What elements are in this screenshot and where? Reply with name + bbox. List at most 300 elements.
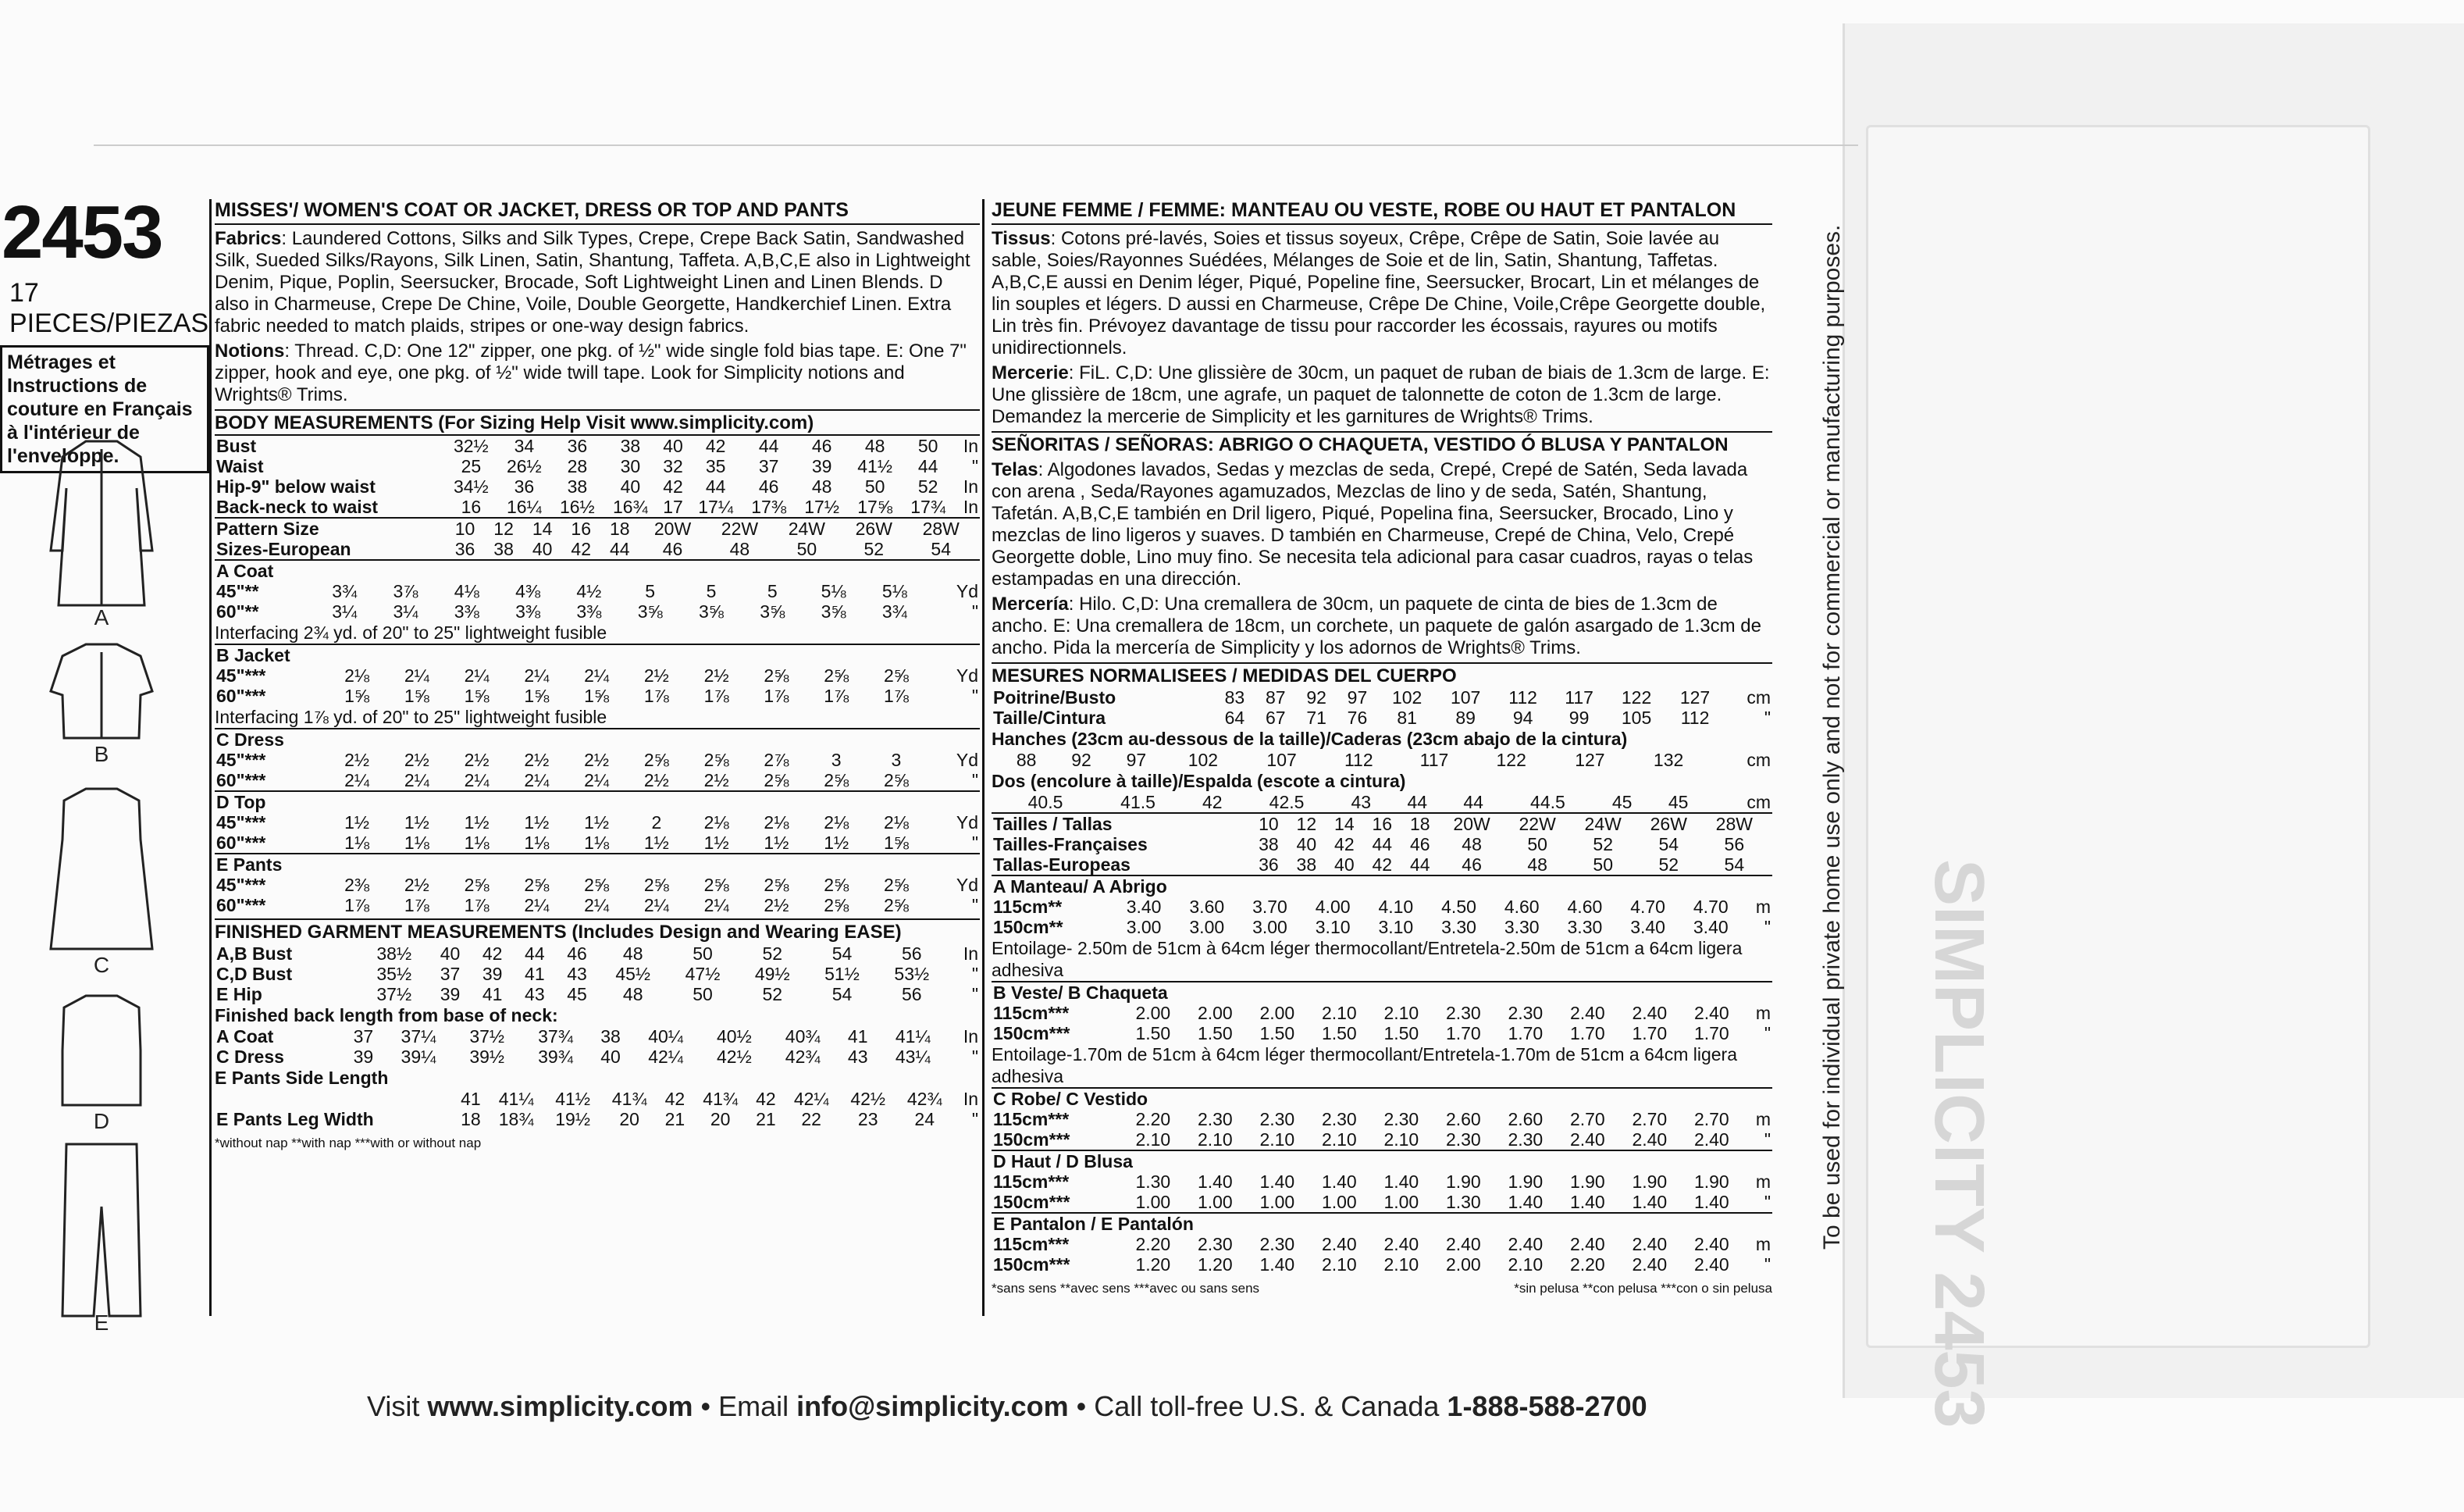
metric-footnotes: *sans sens **avec sens ***avec ou sans sens *sin pelusa **con pelusa ***con o sin pelusa <box>992 1281 1772 1296</box>
table-cell: 40.5 <box>1027 792 1063 812</box>
table-cell: 1.40 <box>1259 1171 1295 1192</box>
notions-paragraph: Notions: Thread. C,D: One 12" zipper, one pkg. of ½" wide single fold bias tape. E: One 7" zipper, hook and eye, one pkg. of ½" wide twill tape. Look for Simplicity notions and Wrights® Trims. <box>215 341 967 405</box>
table-cell: 48 <box>1462 834 1482 854</box>
unit-cell <box>974 518 980 539</box>
table-cell: 2.40 <box>1508 1234 1544 1254</box>
table-cell: 2.30 <box>1508 1003 1544 1023</box>
yardage-table <box>992 1087 1772 1150</box>
table-cell: 1.50 <box>1135 1023 1171 1043</box>
unit-cell: cm <box>1747 687 1771 708</box>
table-cell: 54 <box>831 943 853 964</box>
table-cell: 112 <box>1680 708 1710 728</box>
interfacing-note: Entoilage-1.70m de 51cm à 64cm léger thermocollant/Entretela-1.70m de 51cm a 64cm ligera adhesiva <box>992 1044 1737 1086</box>
table-cell: 2.40 <box>1632 1003 1668 1023</box>
yardage-table <box>992 1150 1772 1212</box>
table-cell: 17⅝ <box>857 497 892 517</box>
table-cell: 2.60 <box>1508 1109 1544 1129</box>
table-cell: 52 <box>762 984 783 1004</box>
table-cell: 24W <box>773 518 840 539</box>
table-cell: 1.70 <box>1569 1023 1605 1043</box>
unit-cell: Yd <box>956 750 978 770</box>
table-cell: 2.40 <box>1632 1234 1668 1254</box>
table-cell: 17 <box>663 497 683 517</box>
table-cell: 14 <box>1326 813 1363 834</box>
yardage-view-row <box>992 1088 1772 1109</box>
table-cell: 17¾ <box>910 497 945 517</box>
table-row <box>992 834 1772 854</box>
table-cell: 43 <box>1351 792 1372 812</box>
table-cell: 2⅝ <box>764 770 789 790</box>
table-row <box>215 1109 980 1129</box>
table-cell: 1⅞ <box>883 686 909 706</box>
unit-cell: Yd <box>956 581 978 601</box>
table-cell: 2⅛ <box>824 812 849 833</box>
unit-cell: m <box>1755 1171 1771 1192</box>
english-title: MISSES'/ WOMEN'S COAT OR JACKET, DRESS OR TOP AND PANTS <box>215 199 980 225</box>
table-cell: 2.40 <box>1569 1234 1605 1254</box>
table-cell: 41¼ <box>895 1026 931 1047</box>
metric-body-table <box>992 687 1772 728</box>
table-cell: 16 <box>561 518 600 539</box>
table-cell: 2⅜ <box>344 875 370 895</box>
yardage-view-label: A Manteau/ A Abrigo <box>992 875 1772 897</box>
table-cell: 48 <box>622 943 643 964</box>
table-cell: 41¾ <box>611 1089 647 1109</box>
table-cell: 44 <box>609 539 630 559</box>
table-row <box>992 854 1772 875</box>
row-label: Bust <box>215 435 444 456</box>
table-cell: 44 <box>525 943 545 964</box>
unit-cell: " <box>971 1047 978 1067</box>
table-cell: 2½ <box>404 875 429 895</box>
table-cell: 41 <box>461 1089 481 1109</box>
table-cell: 45 <box>1611 792 1633 812</box>
table-cell: 2¼ <box>344 770 370 790</box>
table-cell: 1.70 <box>1693 1023 1729 1043</box>
table-cell: 39 <box>811 456 832 476</box>
table-cell: 2.00 <box>1197 1003 1233 1023</box>
table-cell: 1⅝ <box>524 686 550 706</box>
table-cell: 46 <box>1410 834 1430 854</box>
table-cell: 2.10 <box>1321 1129 1357 1150</box>
table-cell: 1½ <box>464 812 490 833</box>
table-cell: 45 <box>567 984 587 1004</box>
table-cell: 1.50 <box>1259 1023 1295 1043</box>
table-cell: 1.70 <box>1445 1023 1481 1043</box>
yardage-table <box>992 981 1772 1043</box>
table-cell: 16¾ <box>612 497 648 517</box>
table-cell: 42¾ <box>906 1089 942 1109</box>
table-cell: 2.20 <box>1135 1234 1171 1254</box>
row-label: Sizes-European <box>216 539 351 559</box>
table-cell: 1.70 <box>1508 1023 1544 1043</box>
unit-cell <box>1767 834 1772 854</box>
table-cell: 38 <box>604 435 657 456</box>
table-cell: 41 <box>847 1026 868 1047</box>
table-cell: 2⅝ <box>464 875 490 895</box>
table-cell: 3¼ <box>393 601 418 622</box>
pieces-count: 17 PIECES/PIEZAS <box>9 278 209 338</box>
table-cell: 2.10 <box>1383 1003 1419 1023</box>
table-cell: 50 <box>1527 834 1547 854</box>
table-cell: 42 <box>756 1089 776 1109</box>
table-cell: 2.20 <box>1135 1109 1171 1129</box>
table-cell: 42 <box>482 943 503 964</box>
table-cell: 3⅝ <box>698 601 724 622</box>
merceria-paragraph: Mercería: Hilo. C,D: Una cremallera de 30cm, un paquete de cinta de bies de 1.3cm de ancho. E: Una cremallera de 18cm, un corchete, un paquete de galón asargado de 1.3cm de ancho. Pida la mercería de Simplicity y los adornos de Wrights® Trims. <box>992 594 1761 658</box>
table-cell: 1.30 <box>1445 1192 1481 1212</box>
table-cell: 18 <box>600 518 639 539</box>
row-label: 150cm*** <box>993 1192 1070 1212</box>
yardage-view-label: C Dress <box>215 729 980 750</box>
dos-table <box>992 792 1772 812</box>
table-cell: 1.00 <box>1197 1192 1233 1212</box>
table-cell: 3.70 <box>1252 897 1287 917</box>
table-cell: 50 <box>693 943 713 964</box>
yardage-table <box>215 728 980 790</box>
table-cell: 3.30 <box>1441 917 1476 937</box>
table-cell: 48 <box>1527 854 1547 875</box>
yardage-view-label: E Pantalon / E Pantalón <box>992 1213 1772 1234</box>
unit-cell: " <box>971 895 978 915</box>
table-cell: 56 <box>901 943 922 964</box>
row-label: 45"*** <box>216 750 266 770</box>
website-link[interactable]: www.simplicity.com <box>427 1390 693 1422</box>
table-cell: 2⅝ <box>524 875 550 895</box>
table-cell: 2.00 <box>1259 1003 1295 1023</box>
table-cell: 2.30 <box>1508 1129 1544 1150</box>
table-cell: 40 <box>440 943 461 964</box>
table-cell: 1⅛ <box>464 833 490 853</box>
row-label: Back-neck to waist <box>216 497 379 517</box>
table-cell: 4.50 <box>1441 897 1476 917</box>
table-cell: 40¼ <box>648 1026 683 1047</box>
table-cell: 1⅞ <box>824 686 849 706</box>
table-cell: 40 <box>1296 834 1317 854</box>
table-cell: 18 <box>1401 813 1439 834</box>
unit-cell: In <box>963 476 978 497</box>
pants-length-table <box>215 1089 980 1129</box>
table-cell: 89 <box>1455 708 1476 728</box>
table-row <box>215 984 980 1004</box>
table-cell: 2¼ <box>404 770 429 790</box>
row-label: Poitrine/Busto <box>993 687 1116 708</box>
table-cell: 50 <box>796 539 817 559</box>
row-label: 45"*** <box>216 875 266 895</box>
yardage-view-label: E Pants <box>215 854 980 875</box>
unit-cell <box>974 539 980 559</box>
table-cell: 1.70 <box>1632 1023 1668 1043</box>
view-c-sketch <box>51 789 152 949</box>
table-cell: 41.5 <box>1120 792 1155 812</box>
yardage-view-row <box>992 982 1772 1003</box>
table-row <box>992 813 1772 834</box>
unit-cell: Yd <box>956 875 978 895</box>
table-cell: 4.10 <box>1378 897 1414 917</box>
yardage-view-label: B Veste/ B Chaqueta <box>992 982 1772 1003</box>
yardage-table <box>992 875 1772 937</box>
table-cell: 2.30 <box>1197 1109 1233 1129</box>
table-cell: 25 <box>461 456 482 476</box>
table-cell: 1.40 <box>1259 1254 1295 1275</box>
row-label: C Dress <box>216 1047 284 1067</box>
telas-paragraph: Telas: Algodones lavados, Sedas y mezclas de seda, Crepé, Crepé de Satén, Seda lavada con arena , Seda/Rayones agamuzados, Mezclas de lino y de seda, Satén, Shantung, Tafetán. A,B,C,E también en Dril ligero, Piqué, Popelina fina, Seersucker, Brocado, Lino y mezclas de lino ligeros y suaves. D también en Charmeuse, Crepé de China, Velo, Crepé Georgette doble, Lino muy fino. Se necesita tela adicional para casar cuadros, rayas o telas estampadas en una dirección. <box>992 459 1754 590</box>
table-cell: 2.40 <box>1445 1234 1481 1254</box>
row-label: A Coat <box>216 1026 274 1047</box>
table-row <box>992 1171 1772 1192</box>
unit-cell: In <box>955 435 980 456</box>
table-cell: 47½ <box>685 964 721 984</box>
table-cell: 44 <box>1372 834 1393 854</box>
table-cell: 1⅛ <box>584 833 610 853</box>
french-note-box: Métrages et Instructions de couture en Français à l'intérieur de l'enveloppe. <box>0 345 209 473</box>
table-cell: 42 <box>664 1089 685 1109</box>
row-label: Tallas-Europeas <box>993 854 1131 875</box>
table-cell: 1½ <box>404 812 429 833</box>
row-label: Tailles / Tallas <box>992 813 1250 834</box>
table-cell: 2.00 <box>1135 1003 1171 1023</box>
table-cell: 1½ <box>764 833 789 853</box>
table-cell: 1½ <box>584 812 610 833</box>
table-cell: 37 <box>440 964 461 984</box>
table-row <box>992 1254 1772 1275</box>
table-cell: 2.10 <box>1508 1254 1544 1275</box>
table-cell: 5 <box>706 581 717 601</box>
table-cell: 43¼ <box>895 1047 931 1067</box>
row-label: 60"*** <box>216 833 266 853</box>
interfacing-note: Interfacing 1⅞ yd. of 20" to 25" lightweight fusible <box>215 707 607 727</box>
phone-number: 1-888-588-2700 <box>1447 1390 1647 1422</box>
table-cell: 2⅝ <box>883 665 909 686</box>
unit-cell: m <box>1755 1003 1771 1023</box>
table-row <box>992 1109 1772 1129</box>
table-cell: 42.5 <box>1269 792 1305 812</box>
table-cell: 2½ <box>584 750 610 770</box>
table-cell: 48 <box>622 984 643 1004</box>
table-cell: 3¾ <box>332 581 358 601</box>
table-cell: 3.40 <box>1693 917 1729 937</box>
table-cell: 43 <box>567 964 587 984</box>
table-cell: 122 <box>1621 687 1652 708</box>
table-cell: 42¼ <box>793 1089 829 1109</box>
table-cell: 20 <box>710 1109 731 1129</box>
table-cell: 2.30 <box>1259 1109 1295 1129</box>
table-cell: 4.60 <box>1504 897 1540 917</box>
table-cell: 44 <box>742 435 796 456</box>
table-row <box>992 1003 1772 1023</box>
table-cell: 42 <box>663 476 683 497</box>
table-cell: 48 <box>811 476 832 497</box>
table-cell: 2.40 <box>1693 1254 1729 1275</box>
table-cell: 1.40 <box>1508 1192 1544 1212</box>
pattern-size-table <box>215 517 980 559</box>
table-cell: 40½ <box>717 1026 752 1047</box>
email-link[interactable]: info@simplicity.com <box>796 1390 1069 1422</box>
table-cell: 1⅞ <box>344 895 370 915</box>
table-cell: 2½ <box>404 750 429 770</box>
unit-cell <box>1767 813 1772 834</box>
table-row <box>215 456 980 476</box>
table-cell: 4.60 <box>1567 897 1603 917</box>
table-cell: 40¾ <box>785 1026 821 1047</box>
table-cell: 50 <box>902 435 955 456</box>
table-cell: 44 <box>917 456 938 476</box>
row-label: Pattern Size <box>215 518 446 539</box>
table-cell: 42 <box>1202 792 1223 812</box>
table-cell: 37½ <box>376 984 412 1004</box>
table-cell: 2.10 <box>1321 1003 1357 1023</box>
table-cell: 2¼ <box>643 895 669 915</box>
table-cell: 4⅛ <box>454 581 479 601</box>
table-cell: 92 <box>1306 687 1326 708</box>
table-cell: 1.00 <box>1259 1192 1295 1212</box>
table-cell: 34½ <box>453 476 489 497</box>
table-cell: 2.40 <box>1569 1003 1605 1023</box>
view-b-label: B <box>94 742 109 766</box>
table-cell: 23 <box>857 1109 878 1129</box>
table-cell: 3.40 <box>1630 917 1665 937</box>
yardage-table <box>215 853 980 915</box>
table-cell: 22 <box>801 1109 821 1129</box>
table-cell: 54 <box>1658 834 1679 854</box>
table-cell: 97 <box>1347 687 1368 708</box>
table-cell: 1.20 <box>1197 1254 1233 1275</box>
table-cell: 54 <box>931 539 951 559</box>
table-cell: 2¼ <box>703 895 729 915</box>
table-cell: 1⅝ <box>344 686 370 706</box>
view-a-sketch <box>51 441 152 605</box>
table-cell: 2½ <box>703 770 729 790</box>
row-label: 150cm** <box>993 917 1063 937</box>
table-cell: 51½ <box>824 964 860 984</box>
yardage-table <box>215 559 980 622</box>
table-cell: 41¼ <box>498 1089 534 1109</box>
unit-cell: " <box>1764 1254 1771 1275</box>
table-cell: 2⅝ <box>824 770 849 790</box>
metric-title: MESURES NORMALISEES / MEDIDAS DEL CUERPO <box>992 662 1772 687</box>
table-cell: 24W <box>1570 813 1636 834</box>
table-cell: 3⅞ <box>393 581 418 601</box>
table-cell: 3.60 <box>1189 897 1225 917</box>
table-cell: 38 <box>567 476 588 497</box>
yardage-tables <box>215 559 980 915</box>
row-label: Tailles-Françaises <box>993 834 1148 854</box>
table-cell: 1.90 <box>1445 1171 1481 1192</box>
table-cell: 16 <box>1363 813 1401 834</box>
yardage-view-label: D Haut / D Blusa <box>992 1150 1772 1171</box>
table-cell: 76 <box>1347 708 1368 728</box>
table-cell: 2.20 <box>1569 1254 1605 1275</box>
table-cell: 3 <box>891 750 902 770</box>
table-cell: 17⅜ <box>751 497 786 517</box>
table-cell: 1½ <box>524 812 550 833</box>
tissus-paragraph: Tissus: Cotons pré-lavés, Soies et tissus soyeux, Crêpe, Crêpe de Satin, Soie lavée au sable, Soies/Rayonnes Suédées, Mélanges de Soie et de lin, Satin, Shantung, Taffetas. A,B,C,E aussi en Denim léger, Piqué, Popeline fine, Seersucker, Brocart, Lin et mélanges de lin souples et légers. D aussi en Charmeuse, Crêpe De Chine, Voile,Crêpe Georgette double, Lin très fin. Prévoyez davantage de tissu pour raccorder les écossais, rayures ou motifs unidirectionnels. <box>992 228 1766 358</box>
table-cell: 2.60 <box>1445 1109 1481 1129</box>
table-cell: 132 <box>1653 750 1684 770</box>
unit-cell: " <box>971 770 978 790</box>
table-cell: 36 <box>454 539 475 559</box>
table-row <box>215 770 980 790</box>
table-cell: 2.40 <box>1321 1234 1357 1254</box>
spanish-title: SEÑORITAS / SEÑORAS: ABRIGO O CHAQUETA, VESTIDO Ó BLUSA Y PANTALON <box>992 431 1772 456</box>
row-label: 45"*** <box>216 665 266 686</box>
row-label: 60"*** <box>216 686 266 706</box>
unit-cell: " <box>971 833 978 853</box>
unit-cell: " <box>1764 917 1771 937</box>
mercerie-paragraph: Mercerie: FiL. C,D: Une glissière de 30cm, un paquet de ruban de biais de 1.3cm de large. E: Une glissière de 18cm, une agrafe, un paquet de talonnette de coton de 1.3cm de large. Demandez la mercerie de Simplicity et les garnitures de Wrights® Trims. <box>992 362 1770 427</box>
yardage-view-row <box>992 1213 1772 1234</box>
row-label: 45"*** <box>216 812 266 833</box>
table-cell: 1⅞ <box>643 686 669 706</box>
table-cell: 88 <box>1016 750 1037 770</box>
table-cell: 99 <box>1568 708 1590 728</box>
table-cell: 3⅜ <box>576 601 602 622</box>
table-cell: 67 <box>1265 708 1286 728</box>
table-cell: 52 <box>762 943 783 964</box>
table-cell: 2.10 <box>1197 1129 1233 1150</box>
unit-cell: m <box>1755 1109 1771 1129</box>
table-cell: 2½ <box>464 750 490 770</box>
table-cell: 2.40 <box>1693 1129 1729 1150</box>
table-cell: 46 <box>1462 854 1482 875</box>
table-row <box>992 687 1772 708</box>
table-row <box>992 897 1772 917</box>
table-cell: 42¾ <box>785 1047 821 1067</box>
yardage-view-row <box>215 560 980 581</box>
table-cell: 48 <box>849 435 902 456</box>
table-cell: 1.40 <box>1383 1171 1419 1192</box>
table-cell: 40 <box>600 1047 621 1067</box>
table-cell: 2.70 <box>1693 1109 1729 1129</box>
table-cell: 127 <box>1575 750 1605 770</box>
table-cell: 38 <box>493 539 514 559</box>
table-cell: 4⅜ <box>515 581 541 601</box>
table-cell: 3⅝ <box>637 601 663 622</box>
row-label: 60"*** <box>216 770 266 790</box>
table-cell: 2⅛ <box>764 812 789 833</box>
table-cell: 21 <box>756 1109 776 1129</box>
table-cell: 2¼ <box>524 895 550 915</box>
row-label: 45"** <box>216 581 259 601</box>
table-cell: 18 <box>461 1109 481 1129</box>
table-cell: 1⅞ <box>764 686 789 706</box>
table-cell: 1.20 <box>1135 1254 1171 1275</box>
usage-note: To be used for individual private home use only and not for commercial or manufacturing purposes. <box>1819 224 1845 1250</box>
row-label <box>215 1089 454 1109</box>
table-row <box>215 833 980 853</box>
table-cell: 2½ <box>703 665 729 686</box>
row-label: 115cm*** <box>993 1003 1070 1023</box>
table-row <box>215 943 980 964</box>
row-label: 150cm*** <box>993 1254 1070 1275</box>
table-cell: 12 <box>1287 813 1325 834</box>
table-cell: 42½ <box>717 1047 752 1067</box>
row-label: 115cm*** <box>993 1171 1070 1192</box>
table-cell: 5 <box>767 581 778 601</box>
view-sketches <box>23 433 180 1332</box>
table-cell: 92 <box>1071 750 1091 770</box>
table-row <box>215 1089 980 1109</box>
row-label <box>992 750 999 770</box>
table-cell: 1.40 <box>1197 1171 1233 1192</box>
row-label: E Hip <box>216 984 262 1004</box>
table-cell: 1½ <box>703 833 729 853</box>
table-cell: 42 <box>1334 834 1355 854</box>
table-cell: 45½ <box>615 964 651 984</box>
table-cell: 44 <box>1463 792 1483 812</box>
table-cell: 1½ <box>643 833 669 853</box>
yardage-view-row <box>215 854 980 875</box>
